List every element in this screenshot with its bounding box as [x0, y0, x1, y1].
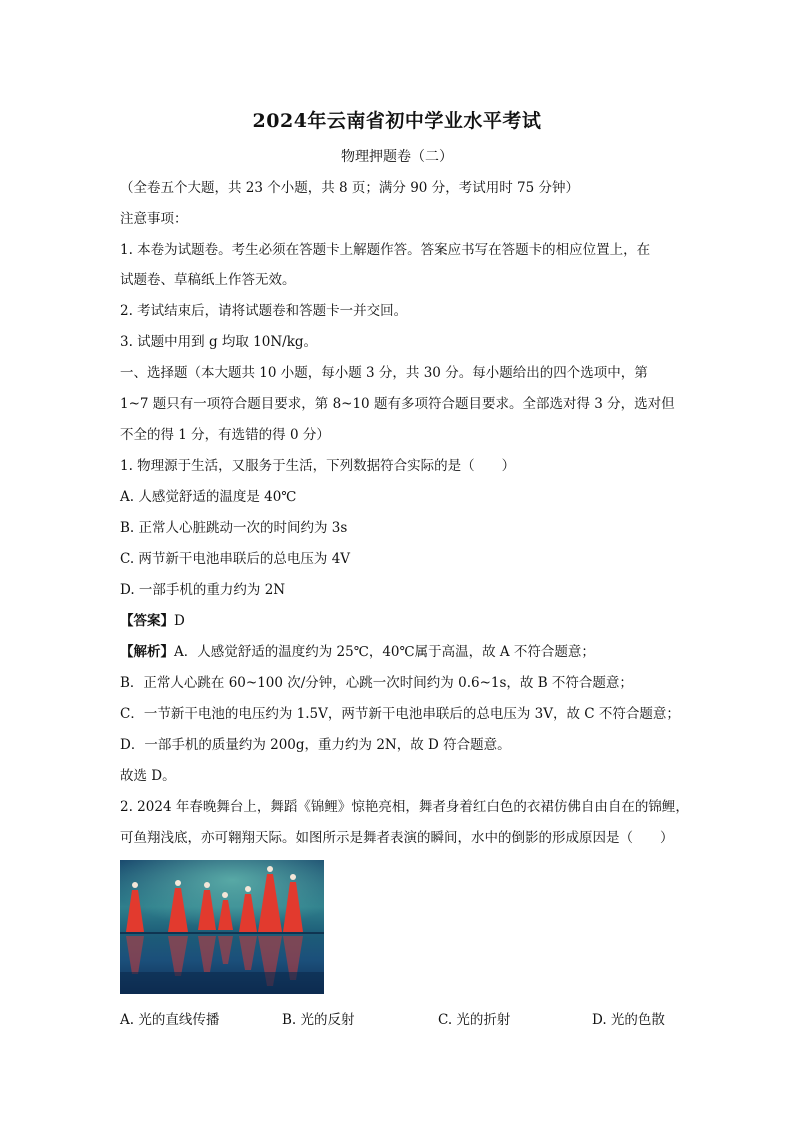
q1-option-d: D. 一部手机的重力约为 2N — [120, 582, 286, 598]
analysis-label: 【解析】 — [120, 644, 174, 660]
q1-option-b: B. 正常人心脏跳动一次的时间约为 3s — [120, 520, 348, 536]
section-instruction-2: 1~7 题只有一项符合题目要求，第 8~10 题有多项符合题目要求。全部选对得 3 分，选对但 — [120, 396, 675, 412]
q2-options — [120, 1008, 680, 1030]
q1-answer — [120, 611, 185, 631]
section-instruction-1: 一、选择题（本大题共 10 小题，每小题 3 分，共 30 分。每小题给出的四个选项中，第 — [120, 365, 648, 381]
q1-analysis-d: D．一部手机的质量约为 200g，重力约为 2N，故 D 符合题意。 — [120, 737, 511, 753]
note-line-1: 1. 本卷为试题卷。考生必须在答题卡上解题作答。答案应书写在答题卡的相应位置上，在 — [120, 242, 651, 258]
q1-option-a: A. 人感觉舒适的温度是 40℃ — [120, 489, 297, 505]
exam-info: （全卷五个大题，共 23 个小题，共 8 页；满分 90 分，考试用时 75 分钟） — [120, 180, 579, 196]
answer-value: D — [174, 613, 185, 629]
note-line-2: 试题卷、草稿纸上作答无效。 — [120, 272, 296, 288]
q2-option-d: D. 光的色散 — [592, 1012, 665, 1028]
q2-stem-1: 2. 2024 年春晚舞台上，舞蹈《锦鲤》惊艳亮相，舞者身着红白色的衣裙仿佛自由自在的锦鲤， — [120, 799, 689, 815]
exam-title: 2024年云南省初中学业水平考试 — [252, 110, 542, 132]
q2-option-a: A. 光的直线传播 — [120, 1012, 220, 1028]
q1-analysis-b: B．正常人心跳在 60~100 次/分钟，心跳一次时间约为 0.6~1s，故 B 不符合题意； — [120, 675, 633, 691]
q1-stem: 1. 物理源于生活，又服务于生活，下列数据符合实际的是（ ） — [120, 458, 516, 474]
exam-subtitle: 物理押题卷（二） — [341, 149, 453, 165]
q2-option-b: B. 光的反射 — [282, 1012, 355, 1028]
notes-heading: 注意事项： — [120, 211, 188, 227]
note-line-3: 2. 考试结束后，请将试题卷和答题卡一并交回。 — [120, 303, 408, 319]
q1-conclusion: 故选 D。 — [120, 768, 176, 784]
q2-option-c: C. 光的折射 — [438, 1012, 511, 1028]
note-line-4: 3. 试题中用到 g 均取 10N/kg。 — [120, 334, 318, 350]
analysis-line-a: A．人感觉舒适的温度约为 25℃，40℃属于高温，故 A 不符合题意； — [174, 644, 595, 660]
answer-label: 【答案】 — [120, 613, 174, 629]
q1-analysis-a — [120, 642, 595, 662]
q1-option-c: C. 两节新干电池串联后的总电压为 4V — [120, 551, 351, 567]
dance-photo — [120, 860, 324, 994]
q1-analysis-c: C．一节新干电池的电压约为 1.5V，两节新干电池串联后的总电压为 3V，故 C 不符合题意； — [120, 706, 680, 722]
section-instruction-3: 不全的得 1 分，有选错的得 0 分） — [120, 427, 330, 443]
q2-stem-2: 可鱼翔浅底，亦可翱翔天际。如图所示是舞者表演的瞬间，水中的倒影的形成原因是（ ） — [120, 830, 674, 846]
